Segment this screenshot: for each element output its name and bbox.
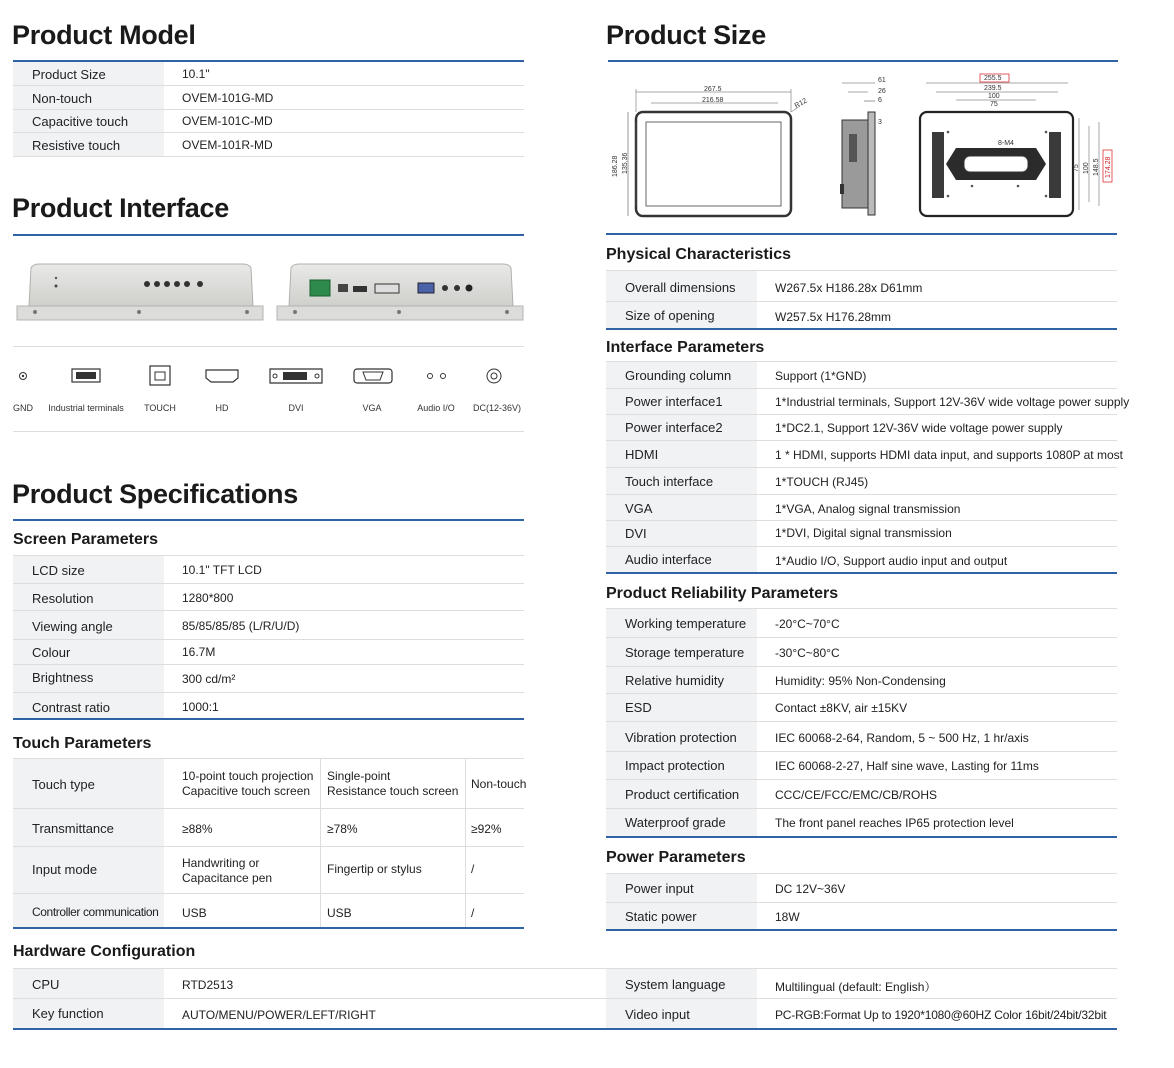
touch-value: Single-point Resistance touch screen: [327, 769, 459, 798]
touch-value: Handwriting or Capacitance pen: [182, 856, 273, 885]
reliability-label: Relative humidity: [625, 673, 724, 688]
icon-label: GND: [13, 403, 33, 413]
touch-value: Non-touch: [471, 777, 527, 791]
screen-label: Brightness: [32, 670, 94, 685]
model-value: OVEM-101R-MD: [182, 138, 273, 152]
screen-label-column: [13, 556, 164, 719]
reliability-value: IEC 60068-2-64, Random, 5 ~ 500 Hz, 1 hr/axis: [775, 731, 1029, 745]
industrial-terminal-icon: [72, 369, 100, 382]
power-label: Static power: [625, 909, 697, 924]
interface-bottom-divider: [13, 431, 524, 432]
hardware-label: CPU: [32, 977, 60, 992]
touch-label: Transmittance: [32, 821, 114, 836]
model-value: OVEM-101C-MD: [182, 114, 273, 128]
icon-label: DVI: [288, 403, 304, 413]
touch-label: Controller communication: [32, 905, 159, 919]
front-view: [612, 86, 808, 216]
size-bottom-rule: [606, 233, 1117, 235]
touch-port-icon: [150, 366, 170, 385]
interface-title: Product Interface: [12, 193, 229, 223]
physical-value: W267.5x H186.28x D61mm: [775, 281, 923, 295]
hardware-value: PC-RGB:Format Up to 1920*1080@60HZ Color 16bit/24bit/32bit: [775, 1008, 1107, 1022]
dim-back-h2: 100: [1083, 162, 1090, 174]
dim-side-a: 26: [878, 88, 886, 95]
touch-value: /: [471, 862, 475, 876]
reliability-label: Vibration protection: [625, 730, 737, 745]
iface-value: 1*TOUCH (RJ45): [775, 475, 869, 489]
iface-value: Support (1*GND): [775, 369, 867, 383]
iface-label: Audio interface: [625, 552, 712, 567]
reliability-value: Contact ±8KV, air ±15KV: [775, 701, 908, 715]
reliability-value: -20°C~70°C: [775, 617, 840, 631]
model-value: 10.1": [182, 67, 210, 81]
touch-value: Fingertip or stylus: [327, 862, 422, 876]
iface-value: 1*VGA, Analog signal transmission: [775, 502, 961, 516]
iface-value: 1 * HDMI, supports HDMI data input, and supports 1080P at most: [775, 448, 1123, 462]
audio-port-icon: [428, 374, 446, 379]
gnd-icon: [20, 373, 27, 380]
physical-title: Physical Characteristics: [606, 246, 791, 263]
reliability-label: Waterproof grade: [625, 815, 726, 830]
power-value: 18W: [775, 910, 800, 924]
dim-back-h4: 174.28: [1105, 156, 1112, 178]
dim-back-width2: 239.5: [984, 85, 1002, 92]
reliability-label: Storage temperature: [625, 645, 745, 660]
screen-label: Colour: [32, 645, 71, 660]
reliability-value: CCC/CE/FCC/EMC/CB/ROHS: [775, 788, 938, 802]
hardware-title: Hardware Configuration: [13, 943, 196, 960]
touch-params-title: Touch Parameters: [13, 735, 152, 752]
power-label: Power input: [625, 881, 694, 896]
screen-value: 300 cd/m²: [182, 672, 236, 686]
icon-label: VGA: [362, 403, 382, 413]
dim-back-75: 75: [990, 101, 998, 108]
hdmi-port-icon: [206, 370, 238, 382]
hardware-label: Key function: [32, 1006, 104, 1021]
reliability-label: Impact protection: [625, 758, 725, 773]
iface-value: 1*DC2.1, Support 12V-36V wide voltage power supply: [775, 421, 1063, 435]
specs-title: Product Specifications: [12, 479, 298, 509]
model-label: Non-touch: [32, 91, 92, 106]
size-title: Product Size: [606, 20, 766, 50]
model-title: Product Model: [12, 20, 196, 50]
iface-value: 1*DVI, Digital signal transmission: [775, 526, 952, 540]
screen-params-title: Screen Parameters: [13, 531, 158, 548]
interface-rule: [13, 234, 524, 236]
physical-label: Size of opening: [625, 308, 715, 323]
dim-side-depth: 61: [878, 77, 886, 84]
model-value: OVEM-101G-MD: [182, 91, 274, 105]
touch-value: /: [471, 906, 475, 920]
iface-label: Power interface1: [625, 394, 723, 409]
dim-corner-radius: R12: [793, 97, 809, 110]
model-label: Capacitive touch: [32, 114, 129, 129]
hardware-value: Multilingual (default: English）: [775, 980, 937, 994]
reliability-title: Product Reliability Parameters: [606, 585, 839, 602]
vga-port-icon: [354, 369, 392, 383]
dim-back-h3: 148.5: [1093, 158, 1100, 176]
reliability-value: The front panel reaches IP65 protection level: [775, 816, 1014, 830]
screen-value: 1280*800: [182, 591, 234, 605]
screen-value: 16.7M: [182, 645, 216, 659]
touch-value: USB: [182, 906, 207, 920]
dim-side-b: 6: [878, 97, 882, 104]
dim-front-inner-height: 135.36: [622, 152, 629, 174]
dim-front-width: 267.5: [704, 86, 722, 93]
screen-label: LCD size: [32, 563, 85, 578]
icon-label: Industrial terminals: [48, 403, 124, 413]
interface-divider: [13, 346, 524, 347]
iface-value: 1*Industrial terminals, Support 12V-36V wide voltage power supply: [775, 395, 1130, 409]
iface-label: HDMI: [625, 447, 659, 462]
reliability-label: Product certification: [625, 787, 740, 802]
iface-label: Power interface2: [625, 420, 723, 435]
dc-port-icon: [487, 369, 501, 383]
touch-value: ≥88%: [182, 822, 213, 836]
power-title: Power Parameters: [606, 849, 746, 866]
model-label: Product Size: [32, 67, 106, 82]
interface-icon-row: [13, 362, 525, 392]
reliability-value: IEC 60068-2-27, Half sine wave, Lasting for 11ms: [775, 759, 1039, 773]
side-view: [840, 77, 886, 215]
size-rule: [608, 60, 1118, 62]
touch-value: ≥92%: [471, 822, 502, 836]
model-label: Resistive touch: [32, 138, 121, 153]
reliability-label: ESD: [625, 700, 652, 715]
touch-value: ≥78%: [327, 822, 358, 836]
screen-value: 85/85/85/85 (L/R/U/D): [182, 619, 300, 633]
reliability-value: -30°C~80°C: [775, 646, 840, 660]
reliability-value: Humidity: 95% Non-Condensing: [775, 674, 946, 688]
dim-screw: 8-M4: [998, 140, 1014, 147]
hardware-label: Video input: [625, 1007, 690, 1022]
physical-label: Overall dimensions: [625, 280, 736, 295]
icon-label: TOUCH: [144, 403, 176, 413]
screen-value: 10.1" TFT LCD: [182, 563, 262, 577]
power-value: DC 12V~36V: [775, 882, 846, 896]
iface-label: Touch interface: [625, 474, 714, 489]
screen-label: Viewing angle: [32, 619, 113, 634]
reliability-label: Working temperature: [625, 616, 747, 631]
hardware-label: System language: [625, 977, 726, 992]
touch-value: 10-point touch projection Capacitive touch screen: [182, 769, 314, 798]
dvi-port-icon: [270, 369, 322, 383]
touch-value: USB: [327, 906, 352, 920]
icon-label: DC(12-36V): [472, 403, 521, 413]
touch-label: Touch type: [32, 777, 95, 792]
screen-label: Contrast ratio: [32, 700, 111, 715]
dim-back-h1: 75: [1073, 164, 1080, 172]
back-view: [920, 74, 1112, 216]
iface-value: 1*Audio I/O, Support audio input and output: [775, 554, 1008, 568]
dim-front-inner-width: 216.58: [702, 97, 724, 104]
specs-rule: [13, 519, 524, 521]
dim-back-100: 100: [988, 93, 1000, 100]
dimension-drawing: [606, 72, 1118, 222]
touch-label: Input mode: [32, 862, 98, 877]
hardware-value: RTD2513: [182, 978, 234, 992]
dim-side-c: 3: [878, 119, 882, 126]
iface-label: DVI: [625, 526, 647, 541]
iface-label: Grounding column: [625, 368, 732, 383]
icon-label: Audio I/O: [417, 403, 455, 413]
dim-back-width: 255.5: [984, 75, 1002, 82]
screen-value: 1000:1: [182, 700, 219, 714]
device-bottom-view-image: [13, 258, 525, 328]
iface-label: VGA: [625, 501, 653, 516]
icon-label: HD: [215, 403, 229, 413]
iface-params-title: Interface Parameters: [606, 339, 765, 356]
dim-front-height: 186.28: [612, 155, 619, 177]
hardware-value: AUTO/MENU/POWER/LEFT/RIGHT: [182, 1008, 376, 1022]
screen-label: Resolution: [32, 591, 94, 606]
physical-value: W257.5x H176.28mm: [775, 310, 892, 324]
